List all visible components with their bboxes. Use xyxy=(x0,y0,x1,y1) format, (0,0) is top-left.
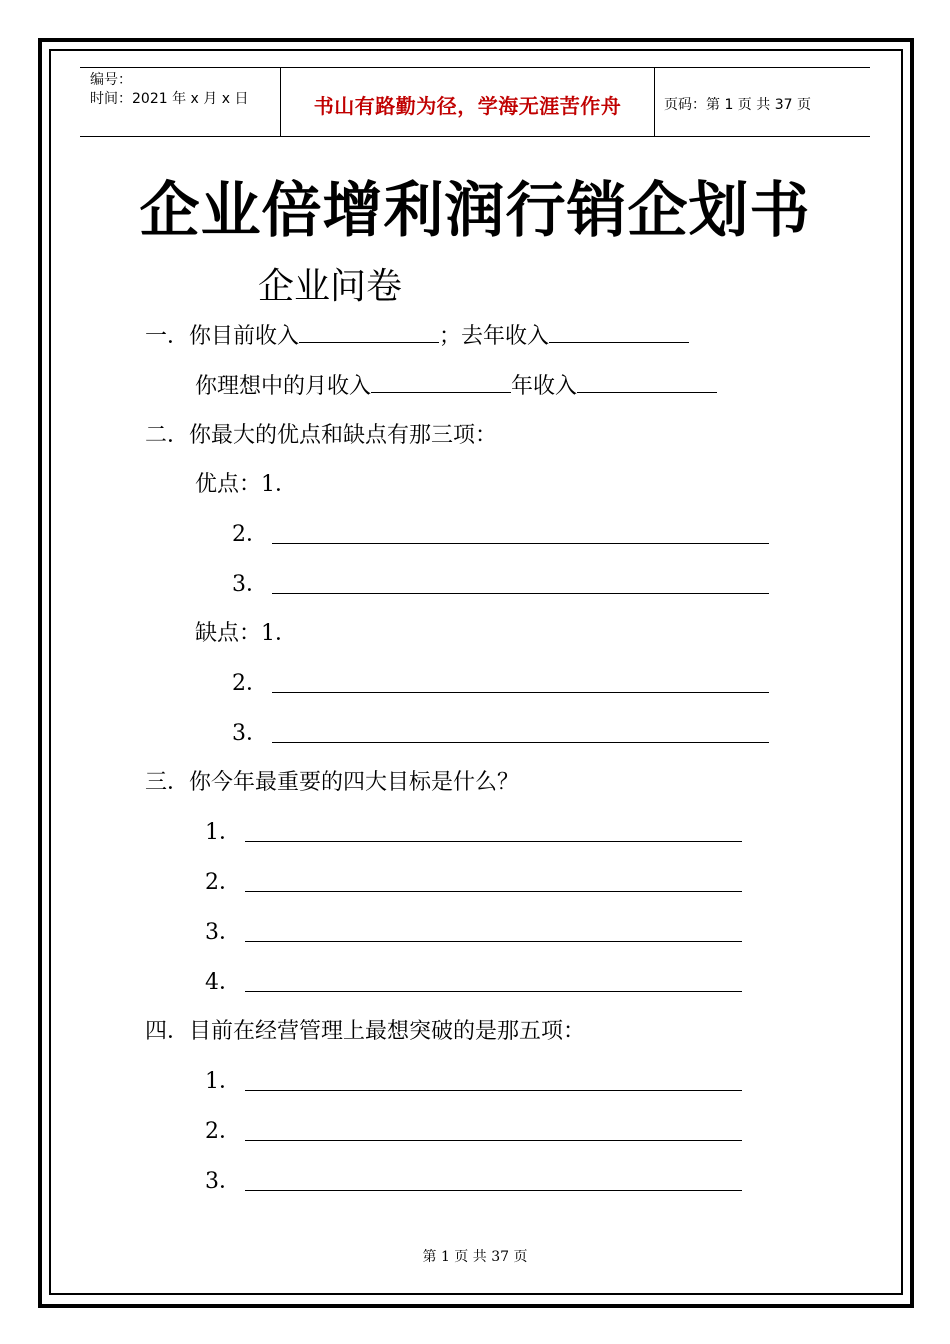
goal-4-label: 4． xyxy=(205,970,241,995)
goal-3-label: 3． xyxy=(205,920,241,945)
motto-text: 书山有路勤为径，学海无涯苦作舟 xyxy=(313,94,622,118)
header-meta-cell xyxy=(80,68,280,136)
ideal-monthly-income-blank[interactable] xyxy=(371,372,511,393)
goal-4-blank[interactable] xyxy=(245,991,742,992)
breakthrough-3-label: 3． xyxy=(205,1169,241,1194)
breakthrough-3-blank[interactable] xyxy=(245,1190,742,1191)
document-header xyxy=(80,67,870,137)
question-1-mid: ；去年收入 xyxy=(439,324,550,349)
page-code: 页码：第 1 页 共 37 页 xyxy=(664,97,811,113)
weakness-3-blank[interactable] xyxy=(272,742,769,743)
serial-label: 编号： xyxy=(90,72,132,88)
strengths-label: 优点：1． xyxy=(195,472,297,497)
question-3: 三．你今年最重要的四大目标是什么？ xyxy=(145,770,520,795)
breakthrough-1-label: 1． xyxy=(205,1069,241,1094)
current-income-blank[interactable] xyxy=(299,322,439,343)
last-year-income-blank[interactable] xyxy=(549,322,689,343)
document-title: 企业倍增利润行销企划书 xyxy=(139,176,811,246)
breakthrough-1-blank[interactable] xyxy=(245,1090,742,1091)
goal-1-label: 1． xyxy=(205,820,241,845)
question-1b xyxy=(195,372,717,401)
strength-3-blank[interactable] xyxy=(272,593,769,594)
question-1b-prefix: 你理想中的月收入 xyxy=(195,374,372,399)
strength-3-label: 3． xyxy=(232,572,268,597)
question-2: 二．你最大的优点和缺点有那三项： xyxy=(145,423,498,448)
goal-1-blank[interactable] xyxy=(245,841,742,842)
breakthrough-2-label: 2． xyxy=(205,1119,241,1144)
question-4: 四．目前在经营管理上最想突破的是那五项： xyxy=(145,1019,586,1044)
weakness-2-blank[interactable] xyxy=(272,692,769,693)
ideal-yearly-income-blank[interactable] xyxy=(577,372,717,393)
header-page-cell xyxy=(655,68,870,136)
header-motto-cell xyxy=(280,68,655,136)
goal-2-label: 2． xyxy=(205,870,241,895)
question-1 xyxy=(145,322,689,351)
goal-2-blank[interactable] xyxy=(245,891,742,892)
breakthrough-2-blank[interactable] xyxy=(245,1140,742,1141)
strength-2-label: 2． xyxy=(232,522,268,547)
strength-2-blank[interactable] xyxy=(272,543,769,544)
question-1b-mid: 年收入 xyxy=(511,374,578,399)
document-subtitle: 企业问卷 xyxy=(258,266,403,307)
weakness-3-label: 3． xyxy=(232,721,268,746)
page-footer: 第 1 页 共 37 页 xyxy=(422,1249,528,1265)
date-label: 时间：2021 年 x 月 x 日 xyxy=(90,91,249,107)
weakness-2-label: 2． xyxy=(232,671,268,696)
goal-3-blank[interactable] xyxy=(245,941,742,942)
weaknesses-label: 缺点：1． xyxy=(195,621,297,646)
question-1-prefix: 一．你目前收入 xyxy=(145,324,300,349)
